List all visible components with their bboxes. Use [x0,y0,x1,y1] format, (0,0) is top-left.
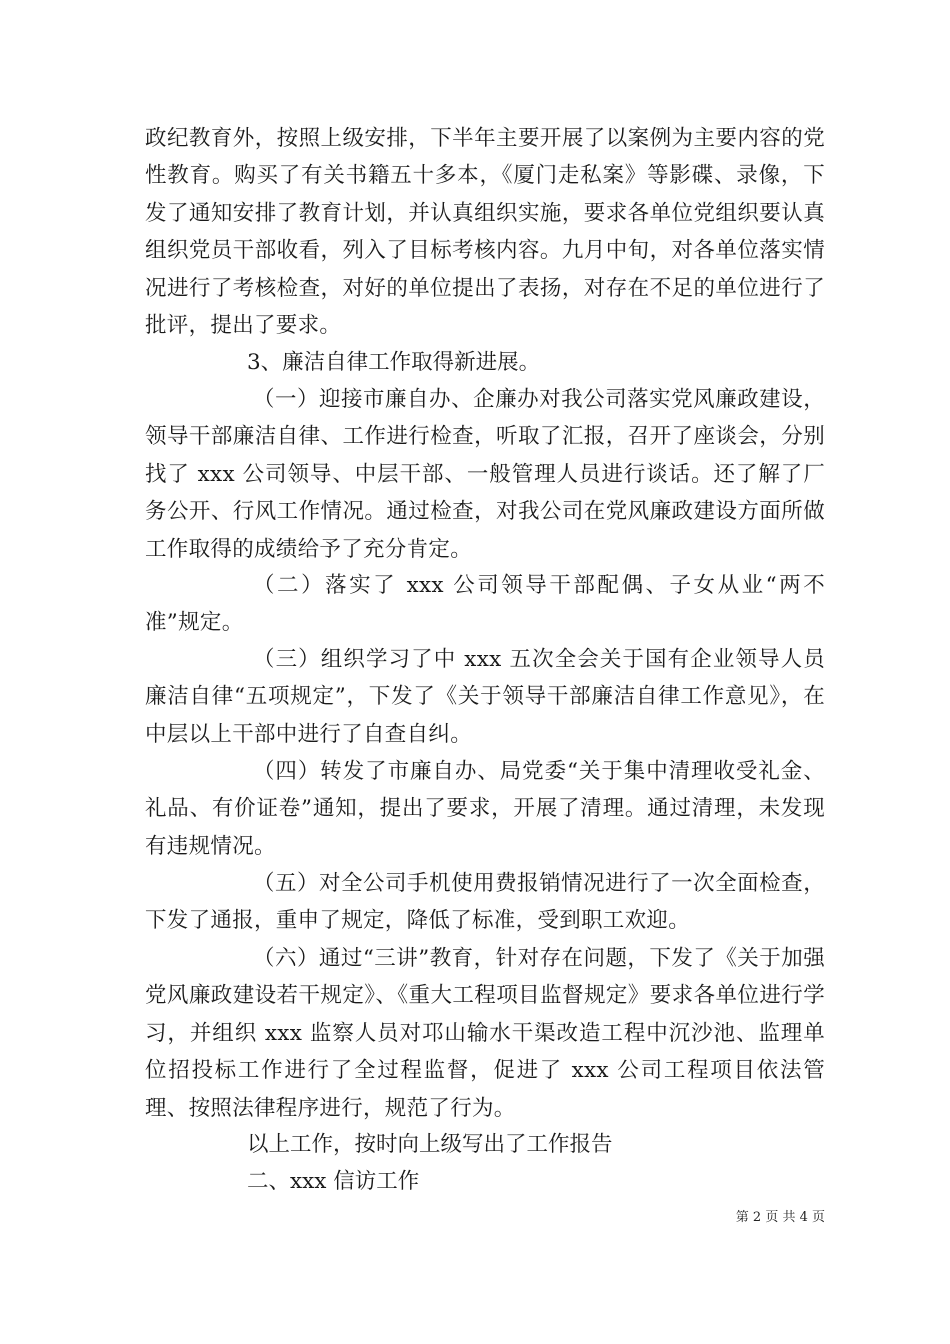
paragraph-item-3: （三）组织学习了中 xxx 五次全会关于国有企业领导人员廉洁自律“五项规定”，下发了《关于领导干部廉洁自律工作意见》，在中层以上干部中进行了自查自纠。 [145,647,825,747]
page-number: 第 2 页 共 4 页 [735,1210,825,1225]
paragraph-item-5: （五）对全公司手机使用费报销情况进行了一次全面检查，下发了通报，重申了规定，降低了标准，受到职工欢迎。 [145,871,825,934]
paragraph-item-2: （二）落实了 xxx 公司领导干部配偶、子女从业“两不准”规定。 [145,573,825,636]
section-heading-integrity: 3、廉洁自律工作取得新进展。 [247,350,541,375]
paragraph-item-6: （六）通过“三讲”教育，针对存在问题，下发了《关于加强党风廉政建设若干规定》、《重大工程项目监督规定》要求各单位进行学习，并组织 xxx 监察人员对邛山输水干渠改造工程中沉沙池、监理单位招投标工作进行了全过程监督，促进了 xxx 公司工程项目依法管理、按照法律程序进行，规范了行为。 [145,946,825,1121]
paragraph-item-4: （四）转发了市廉自办、局党委“关于集中清理收受礼金、礼品、有价证卷”通知，提出了要求，开展了清理。通过清理，未发现有违规情况。 [145,759,825,859]
paragraph-summary: 以上工作，按时向上级写出了工作报告 [247,1132,613,1157]
section-heading-petition: 二、xxx 信访工作 [247,1169,420,1194]
paragraph-party-education: 政纪教育外，按照上级安排，下半年主要开展了以案例为主要内容的党性教育。购买了有关书籍五十多本，《厦门走私案》等影碟、录像，下发了通知安排了教育计划，并认真组织实施，要求各单位党组织要认真组织党员干部收看，列入了目标考核内容。九月中旬，对各单位落实情况进行了考核检查，对好的单位提出了表扬，对存在不足的单位进行了批评，提出了要求。 [145,126,825,339]
paragraph-item-1: （一）迎接市廉自办、企廉办对我公司落实党风廉政建设，领导干部廉洁自律、工作进行检查，听取了汇报，召开了座谈会，分别找了 xxx 公司领导、中层干部、一般管理人员进行谈话。还了解了厂务公开、行风工作情况。通过检查，对我公司在党风廉政建设方面所做工作取得的成绩给予了充分肯定。 [145,387,825,562]
